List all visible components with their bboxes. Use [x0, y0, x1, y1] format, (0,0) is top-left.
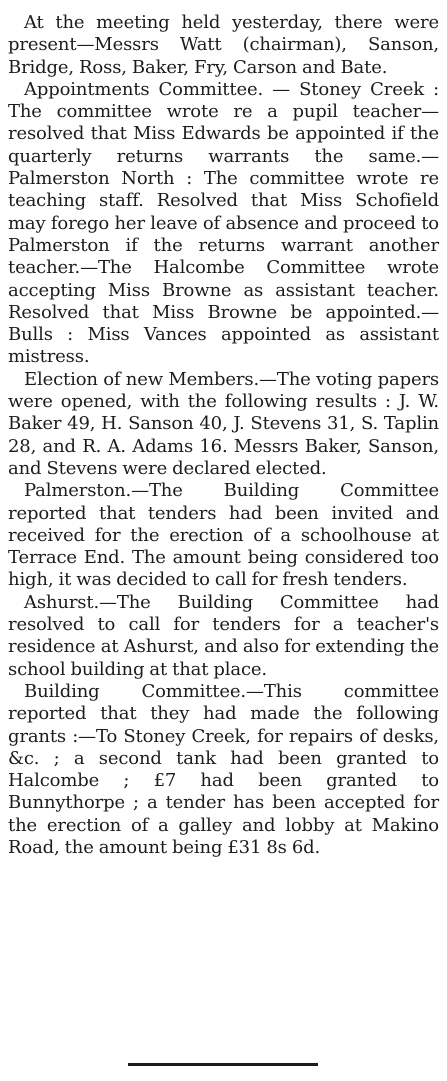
meeting-attendance-paragraph: At the meeting held yesterday, there were present—Messrs Watt (chairman), Sanson, Bridge, Ross, Baker, Fry, Carson and Bate. — [8, 12, 439, 78]
palmerston-paragraph: Palmerston.—The Building Committee reported that tenders had been invited and received for the erection of a schoolhouse at Terrace End. The amount being considered too high, it was decided to call for fresh tenders. — [8, 480, 439, 591]
ashurst-paragraph: Ashurst.—The Building Committee had resolved to call for tenders for a teacher's residence at Ashurst, and also for extending the school building at that place. — [8, 591, 439, 680]
election-paragraph: Election of new Members.—The voting papers were opened, with the following results : J. W. Baker 49, H. Sanson 40, J. Stevens 31, S. Taplin 28, and R. A. Adams 16. Messrs Baker, Sanson, and Stevens were declared elected. — [8, 368, 439, 479]
building-committee-paragraph: Building Committee.—This committee reported that they had made the following grants :—To Stoney Creek, for repairs of desks, &c. ; a second tank had been granted to Halcombe ; £7 had been granted to Bunnythorpe ; a tender has been accepted for the erection of a galley and lobby at Makino Road, the amount being £31 8s 6d. — [8, 680, 439, 858]
section-divider-rule — [128, 1063, 318, 1066]
appointments-committee-paragraph: Appointments Committee. — Stoney Creek : The committee wrote re a pupil teacher—resolved that Miss Edwards be appointed if the quarterly returns warrants the same.—Palmerston North : The committee wrote re teaching staff. Resolved that Miss Schofield may forego her leave of absence and proceed to Palmerston if the returns warrant another teacher.—The Halcombe Committee wrote accepting Miss Browne as assistant teacher. Resolved that Miss Browne be appointed.—Bulls : Miss Vances appointed as assistant mistress. — [8, 78, 439, 368]
newspaper-column — [8, 12, 439, 859]
